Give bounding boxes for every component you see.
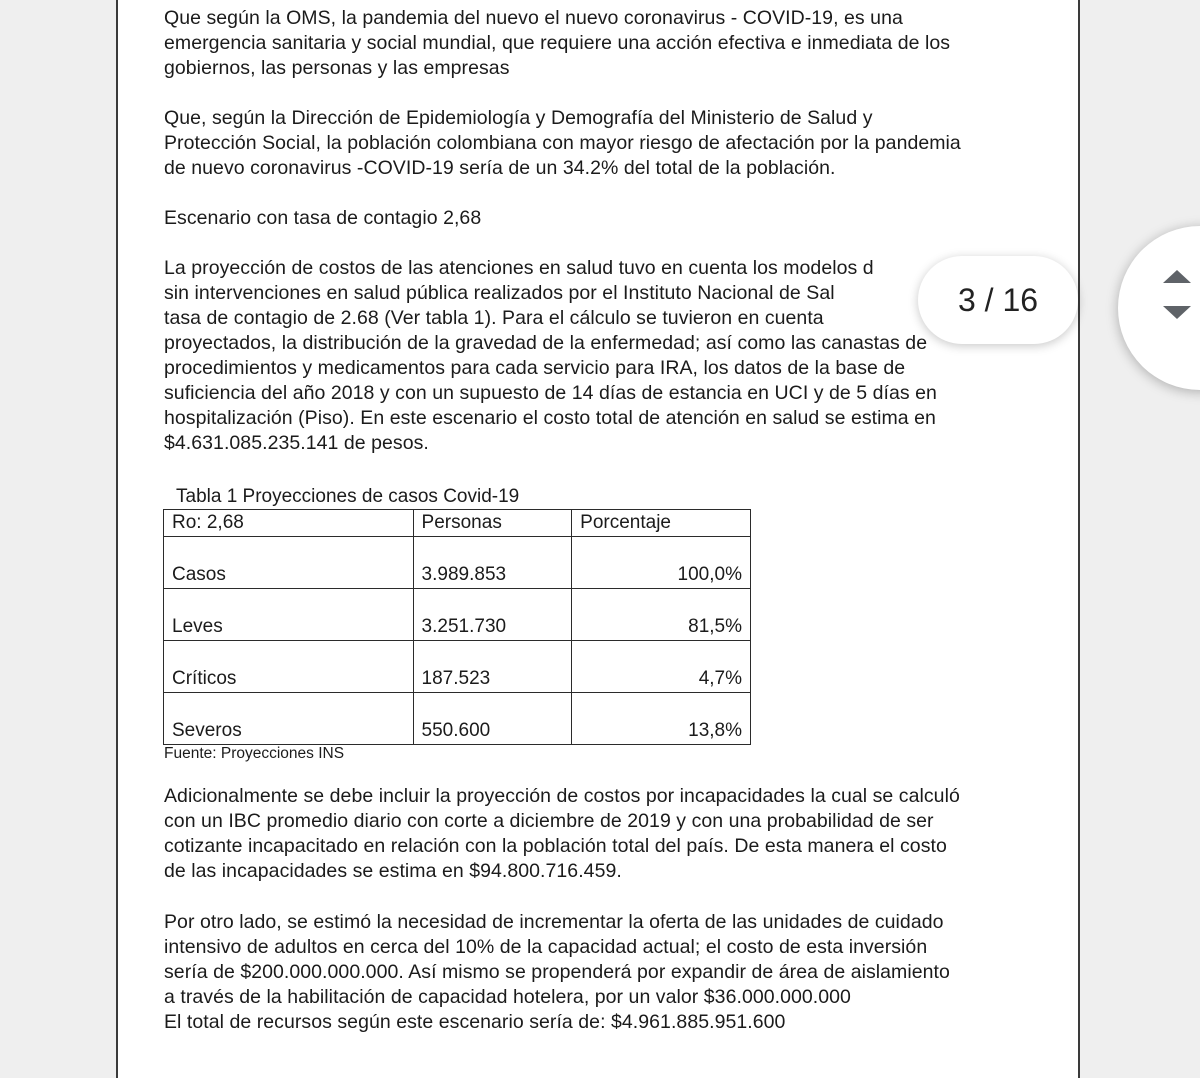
- text-line: Escenario con tasa de contagio 2,68: [164, 207, 482, 229]
- table-cell-persons: 550.600: [413, 693, 572, 745]
- text-line: La proyección de costos de las atenciones en salud tuvo en cuenta los modelos d: [164, 257, 874, 279]
- table-cell-label: Severos: [164, 693, 414, 745]
- text-line: intensivo de adultos en cerca del 10% de la capacidad actual; el costo de esta inversión: [164, 936, 928, 958]
- page-indicator: [918, 256, 1078, 344]
- paragraph-cost-projection: [164, 256, 1040, 456]
- fast-scroll-button[interactable]: [1118, 226, 1200, 390]
- text-line: emergencia sanitaria y social mundial, que requiere una acción efectiva e inmediata de los: [164, 32, 951, 54]
- text-line: $4.631.085.235.141 de pesos.: [164, 432, 429, 454]
- text-line: tasa de contagio de 2.68 (Ver tabla 1). Para el cálculo se tuvieron en cuenta: [164, 307, 824, 329]
- table-cell-label: Leves: [164, 589, 414, 641]
- text-line: proyectados, la distribución de la gravedad de la enfermedad; así como las canastas de: [164, 332, 928, 354]
- table-caption: Tabla 1 Proyecciones de casos Covid-19: [176, 486, 520, 507]
- table-row: [164, 693, 751, 745]
- table-header-cell: Ro: 2,68: [164, 510, 414, 537]
- table-cell-percent: 4,7%: [572, 641, 751, 693]
- table-cell-persons: 3.989.853: [413, 537, 572, 589]
- paragraph-risk-population: [164, 106, 1040, 181]
- table-cell-percent: 81,5%: [572, 589, 751, 641]
- text-line: de nuevo coronavirus -COVID-19 sería de un 34.2% del total de la población.: [164, 157, 836, 179]
- table-cell-persons: 3.251.730: [413, 589, 572, 641]
- table-row: [164, 589, 751, 641]
- table-cell-percent: 100,0%: [572, 537, 751, 589]
- text-line: con un IBC promedio diario con corte a diciembre de 2019 y con una probabilidad de ser: [164, 810, 934, 832]
- page-indicator-text: 3 / 16: [957, 281, 1039, 318]
- table-cell-label: Casos: [164, 537, 414, 589]
- text-line: suficiencia del año 2018 y con un supuesto de 14 días de estancia en UCI y de 5 días en: [164, 382, 937, 404]
- text-line: Por otro lado, se estimó la necesidad de incrementar la oferta de las unidades de cuidado: [164, 911, 944, 933]
- table-cell-label: Críticos: [164, 641, 414, 693]
- table-source: Fuente: Proyecciones INS: [164, 745, 345, 762]
- text-line: cotizante incapacitado en relación con la población total del país. De esta manera el costo: [164, 835, 947, 857]
- table-row: [164, 641, 751, 693]
- text-line: Que, según la Dirección de Epidemiología y Demografía del Ministerio de Salud y: [164, 107, 873, 129]
- projection-table: [163, 509, 751, 745]
- document-page: [116, 0, 1080, 1078]
- text-line: a través de la habilitación de capacidad hotelera, por un valor $36.000.000.000: [164, 986, 851, 1008]
- text-line: sería de $200.000.000.000. Así mismo se propenderá por expandir de área de aislamiento: [164, 961, 950, 983]
- table-header-row: [164, 510, 751, 537]
- text-line: gobiernos, las personas y las empresas: [164, 57, 510, 79]
- scenario-heading: [164, 206, 1040, 231]
- arrow-down-icon: [1163, 306, 1191, 319]
- paragraph-incapacities: [164, 784, 1040, 884]
- table-cell-percent: 13,8%: [572, 693, 751, 745]
- table-header-cell: Porcentaje: [572, 510, 751, 537]
- table-row: [164, 537, 751, 589]
- text-line: de las incapacidades se estima en $94.800.716.459.: [164, 860, 622, 882]
- text-line: procedimientos y medicamentos para cada servicio para IRA, los datos de la base de: [164, 357, 906, 379]
- paragraph-icu-investment: [164, 910, 1040, 1035]
- text-line: Adicionalmente se debe incluir la proyección de costos por incapacidades la cual se calculó: [164, 785, 960, 807]
- text-line: hospitalización (Piso). En este escenario el costo total de atención en salud se estima en: [164, 407, 936, 429]
- paragraph-oms: [164, 6, 1040, 81]
- text-line: Protección Social, la población colombiana con mayor riesgo de afectación por la pandemia: [164, 132, 961, 154]
- table-cell-persons: 187.523: [413, 641, 572, 693]
- arrow-up-icon: [1163, 270, 1191, 283]
- text-line: El total de recursos según este escenario sería de: $4.961.885.951.600: [164, 1011, 786, 1033]
- text-line: sin intervenciones en salud pública realizados por el Instituto Nacional de Sal: [164, 282, 835, 304]
- text-line: Que según la OMS, la pandemia del nuevo el nuevo coronavirus - COVID-19, es una: [164, 7, 903, 29]
- table-header-cell: Personas: [413, 510, 572, 537]
